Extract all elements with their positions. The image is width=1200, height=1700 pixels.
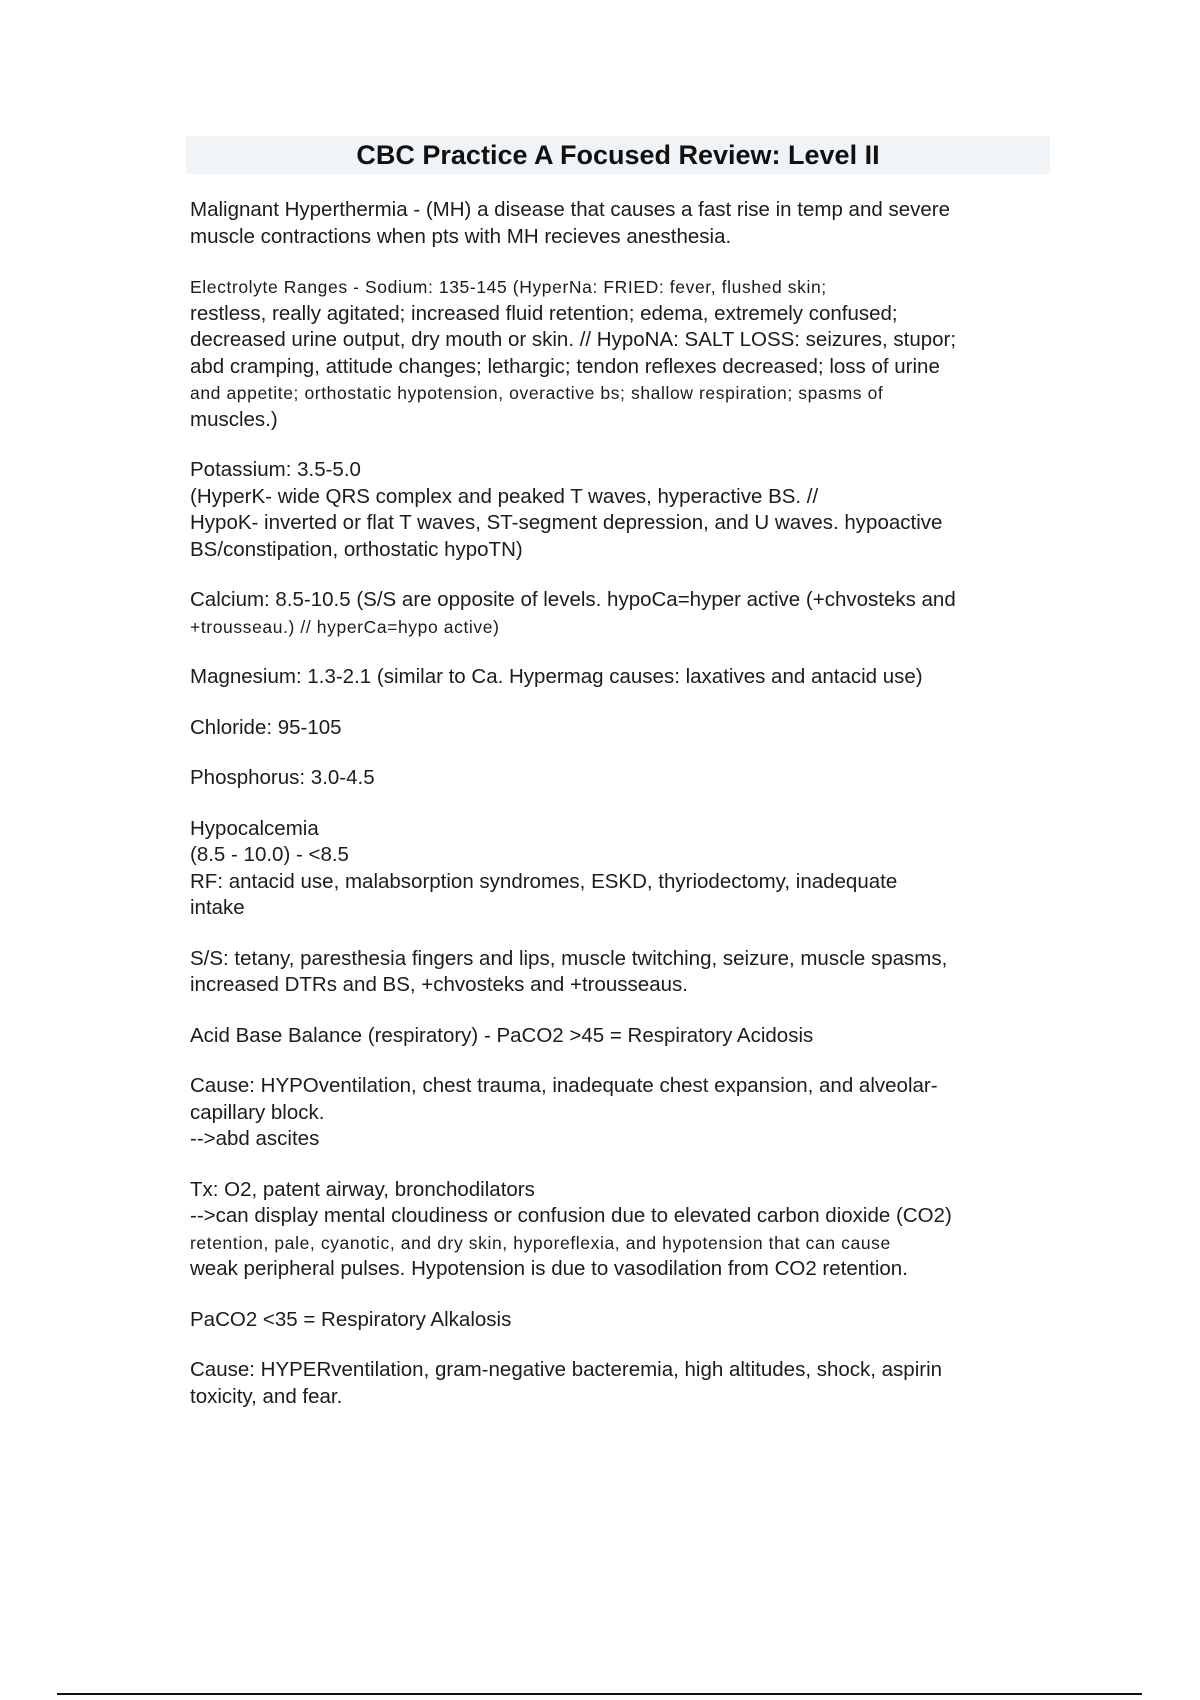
text-line: Chloride: 95-105 <box>190 715 342 739</box>
text-line: Magnesium: 1.3-2.1 (similar to Ca. Hypermag causes: laxatives and antacid use) <box>190 665 923 688</box>
paragraph-acid-base-acidosis <box>190 1023 1050 1050</box>
paragraph-hypocalcemia <box>190 816 1050 922</box>
paragraph-hypocalcemia-signs <box>190 946 1050 999</box>
text-line: Cause: HYPERventilation, gram-negative bacteremia, high altitudes, shock, aspirin <box>190 1358 943 1381</box>
text-line: increased DTRs and BS, +chvosteks and +trousseaus. <box>190 973 688 996</box>
paragraph-alkalosis <box>190 1307 1050 1334</box>
text-line: weak peripheral pulses. Hypotension is due to vasodilation from CO2 retention. <box>190 1257 908 1280</box>
text-line: Phosphorus: 3.0-4.5 <box>190 766 375 789</box>
text-line: muscles.) <box>190 407 278 431</box>
text-line: capillary block. <box>190 1100 325 1124</box>
text-line: BS/constipation, orthostatic hypoTN) <box>190 537 523 561</box>
text-line: Potassium: 3.5-5.0 <box>190 458 361 481</box>
text-line: HypoK- inverted or flat T waves, ST-segment depression, and U waves. hypoactive <box>190 511 943 534</box>
paragraph-magnesium <box>190 664 1050 691</box>
text-line: abd cramping, attitude changes; lethargic; tendon reflexes decreased; loss of urine <box>190 354 940 378</box>
text-line: Malignant Hyperthermia - (MH) a disease that causes a fast rise in temp and severe <box>190 198 950 221</box>
text-line: Cause: HYPOventilation, chest trauma, inadequate chest expansion, and alveolar- <box>190 1074 938 1097</box>
paragraph-alkalosis-cause <box>190 1357 1050 1410</box>
paragraph-calcium <box>190 587 1050 640</box>
text-line: Hypocalcemia <box>190 816 319 840</box>
text-line: toxicity, and fear. <box>190 1384 343 1408</box>
text-line: and appetite; orthostatic hypotension, overactive bs; shallow respiration; spasms of <box>190 383 884 403</box>
text-line: PaCO2 <35 = Respiratory Alkalosis <box>190 1307 512 1331</box>
page-title: CBC Practice A Focused Review: Level II <box>356 140 880 170</box>
text-line: +trousseau.) // hyperCa=hypo active) <box>190 616 500 637</box>
document-body <box>190 197 1050 1434</box>
text-line: intake <box>190 896 245 919</box>
text-line: muscle contractions when pts with MH recieves anesthesia. <box>190 224 732 248</box>
text-line: Tx: O2, patent airway, bronchodilators <box>190 1177 535 1201</box>
text-line: -->can display mental cloudiness or confusion due to elevated carbon dioxide (CO2) <box>190 1204 952 1227</box>
text-line: Electrolyte Ranges - Sodium: 135-145 (HyperNa: FRIED: fever, flushed skin; <box>190 277 827 297</box>
text-line: -->abd ascites <box>190 1127 320 1150</box>
footer-divider <box>57 1693 1142 1695</box>
text-line: decreased urine output, dry mouth or skin. // HypoNA: SALT LOSS: seizures, stupor; <box>190 328 957 351</box>
paragraph-potassium <box>190 457 1050 563</box>
text-line: restless, really agitated; increased fluid retention; edema, extremely confused; <box>190 301 898 325</box>
paragraph-acidosis-cause <box>190 1073 1050 1153</box>
paragraph-malignant-hyperthermia <box>190 197 1050 250</box>
paragraph-chloride <box>190 715 1050 742</box>
text-line: (HyperK- wide QRS complex and peaked T waves, hyperactive BS. // <box>190 484 819 508</box>
paragraph-phosphorus <box>190 765 1050 792</box>
text-line: retention, pale, cyanotic, and dry skin, hyporeflexia, and hypotension that can cause <box>190 1232 891 1253</box>
text-line: Calcium: 8.5-10.5 (S/S are opposite of levels. hypoCa=hyper active (+chvosteks and <box>190 588 956 611</box>
text-line: S/S: tetany, paresthesia fingers and lips, muscle twitching, seizure, muscle spasms, <box>190 946 948 970</box>
paragraph-electrolyte-sodium <box>190 274 1050 433</box>
text-line: (8.5 - 10.0) - <8.5 <box>190 843 349 866</box>
text-line: Acid Base Balance (respiratory) - PaCO2 >45 = Respiratory Acidosis <box>190 1023 814 1047</box>
paragraph-acidosis-treatment <box>190 1177 1050 1283</box>
text-line: RF: antacid use, malabsorption syndromes, ESKD, thyriodectomy, inadequate <box>190 869 898 893</box>
